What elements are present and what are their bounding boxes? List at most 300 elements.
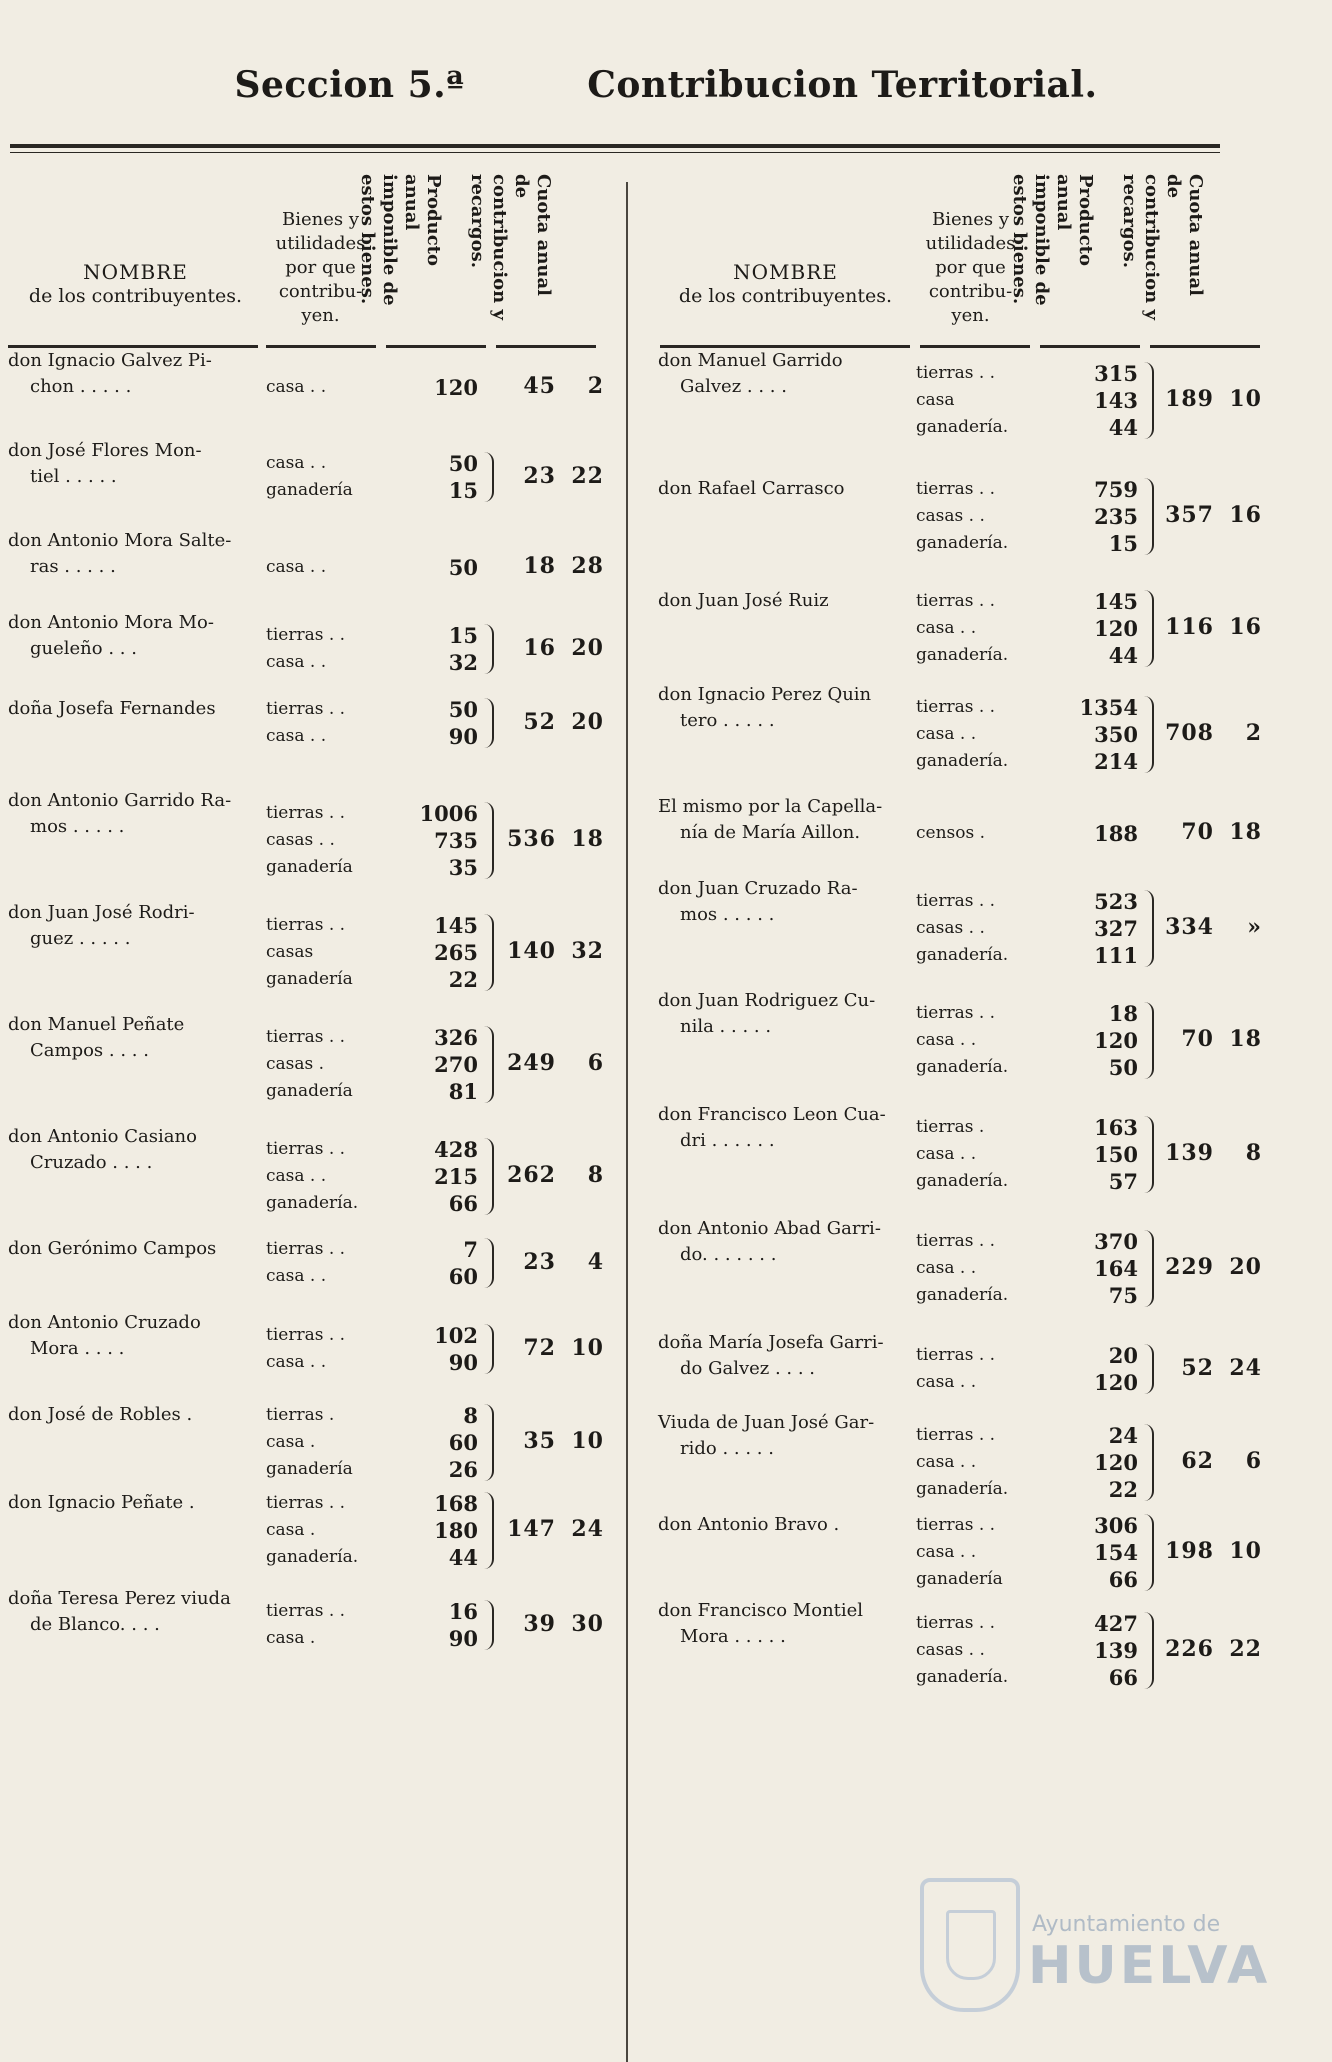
property-type: ganadería.	[916, 1171, 1009, 1191]
property-types	[266, 1236, 345, 1290]
quota-main: 226	[1165, 1636, 1214, 1662]
brace	[484, 452, 494, 502]
annual-product-value: 16	[448, 1599, 478, 1624]
contributor-name	[8, 438, 202, 490]
quota-fraction: 18	[1229, 819, 1262, 845]
contributor-name-line: Mora . . . .	[30, 1338, 125, 1359]
quota-main: 52	[523, 708, 556, 735]
property-type: tierras .	[916, 1117, 985, 1137]
contributor-name-line: don Antonio Abad Garri-	[658, 1218, 881, 1239]
quota-fraction: »	[1247, 914, 1262, 940]
annual-product-value: 265	[434, 940, 478, 965]
annual-product-value: 102	[434, 1323, 478, 1348]
brace	[484, 698, 494, 748]
contributor-name	[8, 1236, 216, 1262]
annual-product-values	[1058, 1342, 1138, 1396]
contributor-name	[658, 1410, 874, 1462]
quota-main: 35	[523, 1428, 556, 1454]
brace	[484, 802, 494, 879]
brace	[484, 1138, 494, 1215]
header-underline	[496, 345, 596, 348]
contributor-name-line: do. . . . . . .	[680, 1244, 777, 1265]
property-type: tierras . .	[266, 699, 346, 719]
property-type: casa . .	[916, 1452, 977, 1472]
quota-fraction: 32	[571, 938, 604, 964]
annual-product-value: 350	[1094, 722, 1138, 747]
annual-product-value: 145	[434, 913, 478, 938]
property-type: casa	[916, 390, 955, 410]
property-type: tierras . .	[916, 1515, 996, 1535]
contributor-name	[658, 588, 829, 614]
annual-product-value: 111	[1094, 943, 1138, 968]
annual-quota	[498, 1428, 608, 1454]
contributor-name-line: don Manuel Peñate	[8, 1014, 185, 1035]
property-type: ganadería.	[916, 1285, 1009, 1305]
annual-product-value: 180	[434, 1518, 478, 1543]
contributor-name	[8, 788, 231, 840]
contributor-name-line: don Francisco Leon Cua-	[658, 1104, 886, 1125]
quota-fraction: 22	[571, 462, 604, 489]
annual-quota	[498, 1050, 608, 1076]
contributor-name	[658, 1512, 839, 1538]
annual-product-values	[398, 1236, 478, 1290]
property-type: tierras . .	[266, 625, 346, 645]
contributor-name-line: mos . . . . .	[30, 816, 125, 837]
property-types	[916, 360, 1008, 441]
annual-product-values	[1058, 888, 1138, 969]
property-type: ganadería.	[916, 751, 1009, 771]
annual-quota	[1156, 1448, 1276, 1474]
contributor-name-line: don Ignacio Peñate .	[8, 1492, 195, 1513]
annual-product-values	[398, 622, 478, 676]
quota-main: 72	[523, 1334, 556, 1361]
annual-product-value: 18	[1108, 1001, 1138, 1026]
annual-product-value: 50	[448, 451, 478, 476]
property-type: tierras . .	[916, 697, 996, 717]
quota-fraction: 20	[571, 708, 604, 735]
annual-product-value: 7	[463, 1237, 478, 1262]
annual-product-values	[1058, 1114, 1138, 1195]
annual-quota	[1156, 1538, 1276, 1564]
annual-product-value: 326	[434, 1025, 478, 1050]
contributor-name-line: don Gerónimo Campos	[8, 1238, 217, 1259]
annual-quota	[498, 709, 608, 735]
annual-product-value: 44	[1108, 415, 1138, 440]
property-type: ganadería	[266, 969, 353, 989]
contributor-name-line: rido . . . . .	[680, 1438, 774, 1459]
quota-main: 70	[1181, 819, 1214, 845]
quota-fraction: 24	[571, 1516, 604, 1542]
annual-product-value: 81	[448, 1079, 478, 1104]
property-type: tierras . .	[916, 363, 996, 383]
annual-quota	[498, 1162, 608, 1188]
annual-product-values	[398, 912, 478, 993]
property-types	[266, 1598, 345, 1652]
property-type: casas .	[266, 1054, 325, 1074]
property-type: ganadería.	[916, 1479, 1009, 1499]
quota-fraction: 6	[587, 1050, 604, 1076]
quota-main: 140	[507, 938, 556, 964]
brace	[484, 624, 494, 674]
property-types	[916, 1114, 1008, 1195]
property-type: tierras . .	[916, 891, 996, 911]
property-type: ganadería.	[266, 1193, 359, 1213]
header-producto: Producto anual imponible de estos bienes.	[357, 174, 444, 306]
property-type: tierras . .	[266, 1239, 346, 1259]
property-type: casa . .	[266, 1352, 327, 1372]
annual-product-value: 90	[448, 1626, 478, 1651]
annual-product-values	[398, 1136, 478, 1217]
annual-product-values	[1058, 1228, 1138, 1309]
property-type: tierras . .	[916, 1345, 996, 1365]
contributor-name-line: don Juan Rodriguez Cu-	[658, 990, 876, 1011]
property-type: casas . .	[916, 1640, 985, 1660]
annual-product-values	[1058, 360, 1138, 441]
quota-main: 262	[507, 1162, 556, 1188]
property-type: tierras . .	[266, 915, 346, 935]
contributor-name-line: don Ignacio Galvez Pi-	[8, 350, 212, 371]
annual-product-value: 143	[1094, 388, 1138, 413]
quota-fraction: 10	[571, 1428, 604, 1454]
annual-quota	[1156, 1355, 1276, 1381]
annual-quota	[1156, 386, 1276, 412]
annual-quota	[1156, 614, 1276, 640]
brace	[484, 1600, 494, 1650]
contributor-name-line: ras . . . . .	[30, 556, 116, 577]
contributor-name-line: Galvez . . . .	[680, 376, 787, 397]
annual-product-value: 90	[448, 1350, 478, 1375]
quota-main: 357	[1165, 502, 1214, 528]
property-type: casa . .	[916, 618, 977, 638]
contributor-name-line: don Ignacio Perez Quin	[658, 684, 872, 705]
brace	[484, 914, 494, 991]
property-type: casa .	[266, 1520, 316, 1540]
property-type: casa . .	[916, 1542, 977, 1562]
quota-fraction: 20	[1229, 1254, 1262, 1280]
property-type: casa . .	[266, 453, 327, 473]
page-title	[0, 64, 1332, 106]
quota-fraction: 22	[1229, 1636, 1262, 1662]
annual-product-value: 1354	[1079, 695, 1138, 720]
contributor-name	[658, 476, 845, 502]
property-types	[266, 450, 353, 504]
annual-product-values	[398, 1322, 478, 1376]
contributor-name-line: don Francisco Montiel	[658, 1600, 864, 1621]
annual-product-values	[398, 1024, 478, 1105]
brace	[1144, 1514, 1154, 1591]
property-types	[916, 694, 1008, 775]
property-type: tierras . .	[266, 1493, 346, 1513]
property-type: tierras . .	[266, 803, 346, 823]
contributor-name-line: don Rafael Carrasco	[658, 478, 845, 499]
annual-product-value: 270	[434, 1052, 478, 1077]
contributor-name	[658, 1102, 886, 1154]
header-bienes-line: Bienes y	[281, 209, 359, 230]
annual-quota	[498, 1516, 608, 1542]
header-name-subtitle: de los contribuyentes.	[28, 285, 243, 307]
annual-product-value: 120	[1094, 616, 1138, 641]
property-type: casa . .	[266, 377, 327, 397]
annual-quota	[498, 1611, 608, 1637]
property-type: ganadería.	[266, 1547, 359, 1567]
annual-product-value: 427	[1094, 1611, 1138, 1636]
shield-icon	[920, 1878, 1020, 2012]
property-types	[266, 374, 326, 401]
annual-quota	[498, 463, 608, 489]
contributor-name-line: don Antonio Casiano	[8, 1126, 197, 1147]
property-types	[916, 820, 985, 847]
contributor-name	[8, 696, 216, 722]
property-type: casa .	[266, 1432, 316, 1452]
quota-fraction: 16	[1229, 614, 1262, 640]
right-column	[658, 168, 1278, 1690]
header-name-title: NOMBRE	[83, 260, 188, 284]
brace	[1144, 890, 1154, 967]
contributor-name-line: don Antonio Mora Salte-	[8, 530, 232, 551]
annual-product-value: 428	[434, 1137, 478, 1162]
contributor-name	[8, 348, 212, 400]
contributor-name	[8, 610, 214, 662]
header-name-subtitle: de los contribuyentes.	[678, 285, 893, 307]
brace	[1144, 478, 1154, 555]
contributor-name	[658, 682, 871, 734]
header-underline	[920, 345, 1030, 348]
annual-product-value: 60	[448, 1430, 478, 1455]
annual-quota	[1156, 914, 1276, 940]
property-types	[266, 554, 326, 581]
annual-quota	[1156, 720, 1276, 746]
annual-product-value: 60	[448, 1264, 478, 1289]
annual-product-value: 66	[1108, 1567, 1138, 1592]
contributor-name-line: do Galvez . . . .	[680, 1358, 816, 1379]
annual-product-value: 15	[1108, 531, 1138, 556]
brace	[484, 1238, 494, 1288]
quota-fraction: 16	[1229, 502, 1262, 528]
contributor-name	[658, 988, 875, 1040]
header-underline	[1150, 345, 1260, 348]
annual-product-value: 66	[448, 1191, 478, 1216]
property-type: tierras . .	[916, 1425, 996, 1445]
annual-product-value: 44	[448, 1545, 478, 1570]
property-type: ganadería.	[916, 417, 1009, 437]
contributor-name-line: nía de María Aillon.	[680, 822, 861, 843]
annual-product-values	[1058, 588, 1138, 669]
quota-main: 198	[1165, 1538, 1214, 1564]
property-type: tierras .	[266, 1405, 335, 1425]
section-title: Contribucion Territorial.	[587, 64, 1098, 106]
header-name-title: NOMBRE	[733, 260, 838, 284]
annual-quota	[1156, 1254, 1276, 1280]
header-rule	[10, 144, 1220, 148]
watermark-line2: HUELVA	[1028, 1936, 1271, 1996]
annual-product-values	[398, 374, 478, 401]
annual-product-value: 120	[1094, 1370, 1138, 1395]
contributor-name-line: mos . . . . .	[680, 904, 775, 925]
contributor-name	[658, 794, 882, 846]
quota-main: 249	[507, 1050, 556, 1076]
property-type: casa . .	[266, 652, 327, 672]
contributor-name-line: don José Flores Mon-	[8, 440, 202, 461]
quota-fraction: 10	[1229, 1538, 1262, 1564]
property-type: ganadería	[266, 1459, 353, 1479]
annual-quota	[1156, 1140, 1276, 1166]
annual-product-value: 44	[1108, 643, 1138, 668]
quota-main: 116	[1165, 614, 1214, 640]
property-type: casa . .	[916, 1144, 977, 1164]
annual-product-value: 22	[448, 967, 478, 992]
brace	[1144, 696, 1154, 773]
annual-quota	[498, 938, 608, 964]
quota-fraction: 10	[1229, 386, 1262, 412]
annual-product-value: 370	[1094, 1229, 1138, 1254]
property-type: tierras . .	[916, 1613, 996, 1633]
watermark-line1: Ayuntamiento de	[1032, 1912, 1221, 1937]
annual-product-value: 26	[448, 1457, 478, 1482]
quota-fraction: 2	[1245, 720, 1262, 746]
annual-product-value: 154	[1094, 1540, 1138, 1565]
annual-product-values	[1058, 694, 1138, 775]
contributor-name	[8, 1310, 201, 1362]
contributor-name-line: Mora . . . . .	[680, 1626, 786, 1647]
annual-product-value: 120	[1094, 1028, 1138, 1053]
quota-main: 23	[523, 1248, 556, 1275]
header-underline	[386, 345, 486, 348]
contributor-name-line: doña Teresa Perez viuda	[8, 1588, 231, 1609]
quota-fraction: 30	[571, 1610, 604, 1637]
contributor-name-line: don Manuel Garrido	[658, 350, 843, 371]
annual-product-values	[1058, 1512, 1138, 1593]
annual-product-value: 75	[1108, 1283, 1138, 1308]
contributor-name-line: guez . . . . .	[30, 928, 131, 949]
quota-main: 16	[523, 634, 556, 661]
quota-main: 62	[1181, 1448, 1214, 1474]
contributor-name	[658, 1216, 881, 1268]
section-label: Seccion 5.ª	[234, 64, 465, 106]
header-bienes-line: contribu-	[928, 281, 1013, 302]
property-types	[916, 1342, 995, 1396]
property-type: tierras . .	[916, 479, 996, 499]
property-types	[266, 1322, 345, 1376]
property-types	[266, 1136, 358, 1217]
annual-quota	[1156, 819, 1276, 845]
quota-main: 18	[523, 553, 556, 579]
contributor-name-line: don Juan José Rodri-	[8, 902, 195, 923]
annual-quota	[498, 553, 608, 579]
contributor-name-line: de Blanco. . . .	[30, 1614, 160, 1635]
quota-main: 23	[523, 462, 556, 489]
property-type: tierras . .	[916, 1003, 996, 1023]
quota-main: 189	[1165, 386, 1214, 412]
left-column	[8, 168, 618, 1651]
property-type: ganadería.	[916, 945, 1009, 965]
property-type: ganadería.	[916, 1057, 1009, 1077]
contributor-name-line: Cruzado . . . .	[30, 1152, 153, 1173]
property-type: casas	[266, 942, 314, 962]
brace	[1144, 590, 1154, 667]
quota-main: 45	[523, 373, 556, 399]
property-type: ganadería	[266, 857, 353, 877]
contributor-name-line: doña Josefa Fernandes	[8, 698, 216, 719]
brace	[1144, 1344, 1154, 1394]
annual-product-value: 235	[1094, 504, 1138, 529]
annual-product-value: 168	[434, 1491, 478, 1516]
contributor-name-line: Campos . . . .	[30, 1040, 149, 1061]
contributor-name-line: don Antonio Garrido Ra-	[8, 790, 232, 811]
annual-product-value: 120	[1094, 1450, 1138, 1475]
quota-main: 70	[1181, 1026, 1214, 1052]
property-type: ganadería.	[916, 1667, 1009, 1687]
quota-fraction: 24	[1229, 1354, 1262, 1381]
annual-quota	[498, 826, 608, 852]
contributor-name-line: don José de Robles .	[8, 1404, 193, 1425]
annual-product-values	[398, 1490, 478, 1571]
annual-product-values	[398, 1598, 478, 1652]
contributor-name-line: don Antonio Bravo .	[658, 1514, 840, 1535]
quota-fraction: 2	[587, 373, 604, 399]
property-type: tierras . .	[266, 1027, 346, 1047]
contributor-name-line: tiel . . . . .	[30, 466, 117, 487]
annual-product-value: 139	[1094, 1638, 1138, 1663]
property-type: ganadería	[266, 1081, 353, 1101]
quota-fraction: 4	[587, 1248, 604, 1275]
quota-fraction: 18	[1229, 1026, 1262, 1052]
property-type: casas . .	[266, 830, 335, 850]
contributor-name-line: don Juan José Ruiz	[658, 590, 829, 611]
property-type: tierras . .	[916, 1231, 996, 1251]
header-bienes-line: por que	[935, 257, 1006, 278]
contributor-name	[658, 876, 858, 928]
header-underline	[1040, 345, 1140, 348]
annual-product-value: 120	[434, 375, 478, 400]
property-types	[266, 622, 345, 676]
quota-main: 39	[523, 1610, 556, 1637]
annual-quota	[1156, 502, 1276, 528]
header-bienes-line: utilidades	[925, 233, 1016, 254]
quota-fraction: 10	[571, 1334, 604, 1361]
annual-product-value: 90	[448, 724, 478, 749]
brace	[484, 1324, 494, 1374]
contributor-name	[8, 900, 195, 952]
property-types	[916, 476, 1008, 557]
quota-main: 229	[1165, 1254, 1214, 1280]
brace	[484, 1404, 494, 1481]
annual-product-values	[398, 800, 478, 881]
property-type: casa . .	[916, 1372, 977, 1392]
property-type: tierras . .	[266, 1325, 346, 1345]
quota-fraction: 18	[571, 826, 604, 852]
annual-product-value: 306	[1094, 1513, 1138, 1538]
contributor-name-line: don Antonio Mora Mo-	[8, 612, 214, 633]
contributor-name	[8, 1402, 192, 1428]
header-producto: Producto anual imponible de estos bienes.	[1009, 174, 1096, 306]
header-rule-thin	[10, 152, 1220, 153]
property-types	[916, 1610, 1008, 1691]
property-types	[916, 1228, 1008, 1309]
quota-fraction: 8	[1245, 1140, 1262, 1166]
annual-product-values	[1058, 1422, 1138, 1503]
contributor-name-line: gueleño . . .	[30, 638, 137, 659]
property-type: casas . .	[916, 506, 985, 526]
property-type: casa . .	[266, 726, 327, 746]
brace	[1144, 1612, 1154, 1689]
property-type: censos .	[916, 823, 986, 843]
contributor-name-line: dri . . . . . .	[680, 1130, 775, 1151]
property-types	[266, 1402, 353, 1483]
annual-product-values	[398, 554, 478, 581]
brace	[1144, 1230, 1154, 1307]
property-types	[266, 800, 353, 881]
annual-product-value: 164	[1094, 1256, 1138, 1281]
